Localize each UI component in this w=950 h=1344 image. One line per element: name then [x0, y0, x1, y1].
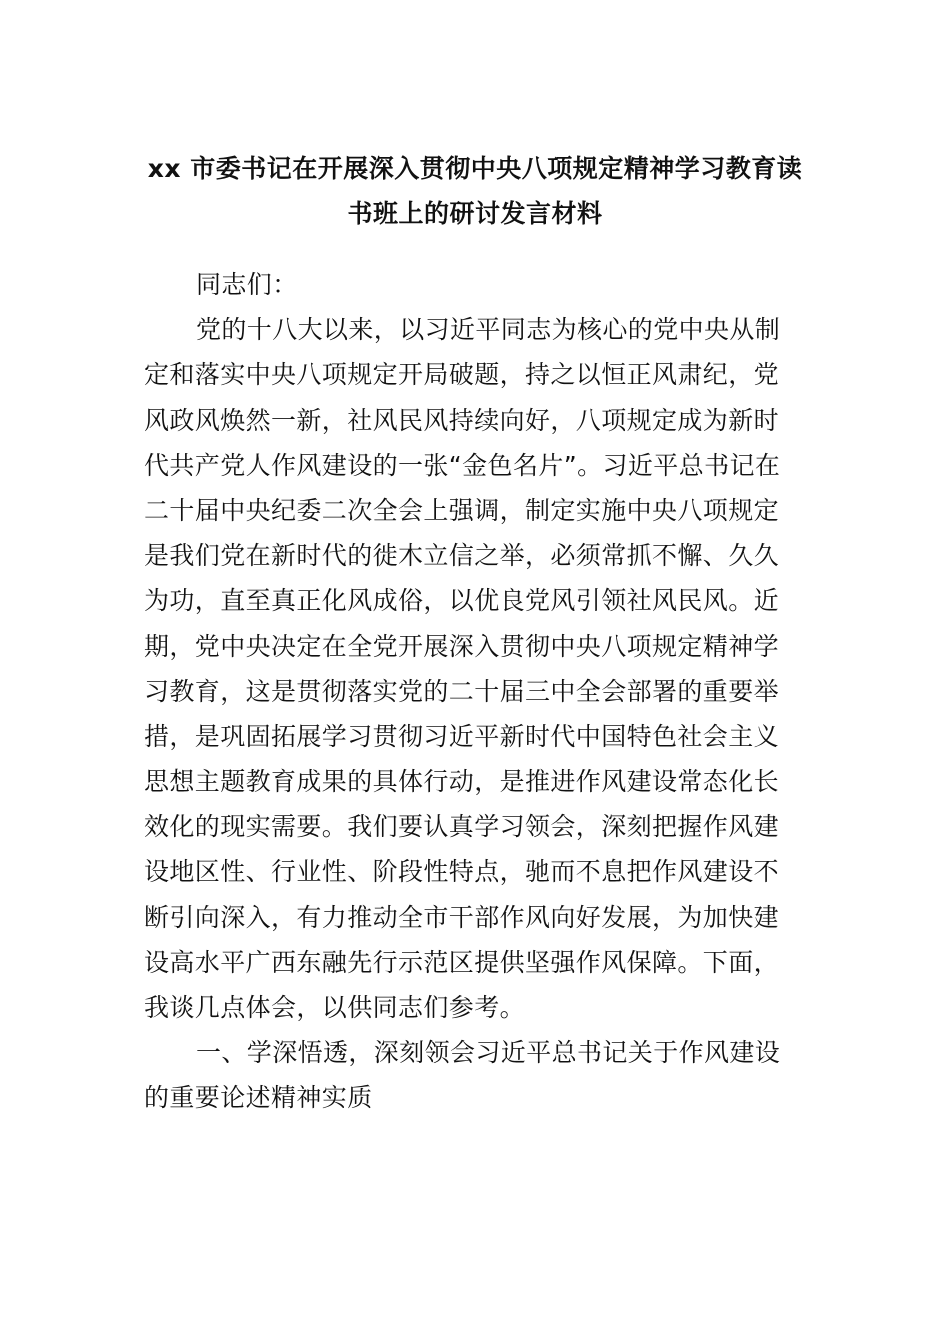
paragraph-line: 是我们党在新时代的徙木立信之举，必须常抓不懈、久久	[144, 541, 780, 571]
paragraph-line: 措，是巩固拓展学习贯彻习近平新时代中国特色社会主义	[144, 721, 780, 751]
paragraph-line: 定和落实中央八项规定开局破题，持之以恒正风肃纪，党	[144, 360, 780, 390]
section-heading-line: 的重要论述精神实质	[144, 1083, 373, 1113]
paragraph-line: 代共产党人作风建设的一张“金色名片”。习近平总书记在	[144, 450, 781, 480]
paragraph-line: 思想主题教育成果的具体行动，是推进作风建设常态化长	[144, 767, 780, 797]
title-line-2: 书班上的研讨发言材料	[347, 199, 603, 228]
paragraph-line: 设地区性、行业性、阶段性特点，驰而不息把作风建设不	[144, 857, 780, 887]
paragraph-line: 设高水平广西东融先行示范区提供坚强作风保障。下面，	[144, 947, 780, 977]
paragraph-line: 为功，直至真正化风成俗，以优良党风引领社风民风。近	[144, 586, 780, 616]
document-body	[144, 262, 810, 1121]
paragraph-line: 党的十八大以来，以习近平同志为核心的党中央从制	[196, 315, 781, 345]
section-heading-line: 一、学深悟透，深刻领会习近平总书记关于作风建设	[196, 1038, 781, 1068]
paragraph-line: 断引向深入，有力推动全市干部作风向好发展，为加快建	[144, 902, 780, 932]
paragraph-line: 二十届中央纪委二次全会上强调，制定实施中央八项规定	[144, 495, 780, 525]
document-title	[120, 146, 830, 236]
paragraph-line: 期，党中央决定在全党开展深入贯彻中央八项规定精神学	[144, 631, 780, 661]
paragraph-line: 风政风焕然一新，社风民风持续向好，八项规定成为新时	[144, 405, 780, 435]
title-line-1: xx 市委书记在开展深入贯彻中央八项规定精神学习教育读	[147, 154, 803, 183]
paragraph-line: 习教育，这是贯彻落实党的二十届三中全会部署的重要举	[144, 676, 780, 706]
paragraph-line: 我谈几点体会，以供同志们参考。	[144, 993, 526, 1022]
salutation: 同志们：	[196, 270, 298, 299]
paragraph-line: 效化的现实需要。我们要认真学习领会，深刻把握作风建	[144, 812, 780, 842]
